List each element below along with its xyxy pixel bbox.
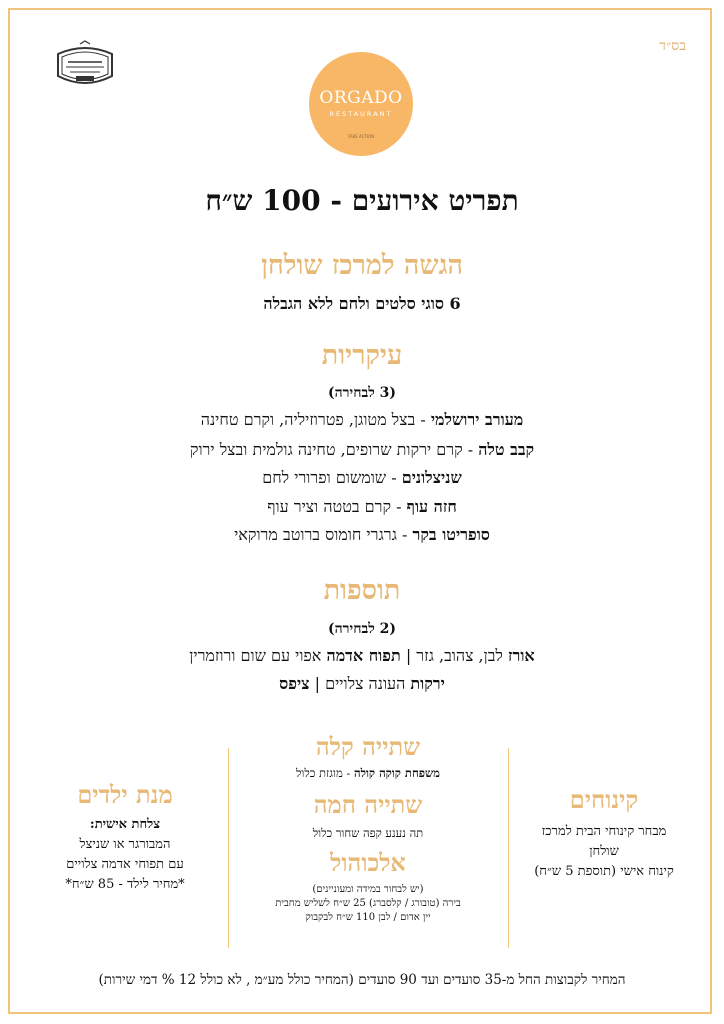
page-title: תפריט אירועים - 100 ש״ח	[205, 184, 519, 217]
kids-sub: צלחת אישית:	[89, 817, 161, 832]
alcohol-beer: בירה (טובורג / קלסברג) 25 ש״ח לשליש מחבית	[275, 898, 461, 909]
besad-mark: בס״ד	[659, 38, 686, 54]
mains-item	[0, 440, 724, 460]
logo-name: ORGADO	[319, 88, 403, 108]
center-table-heading: הגשה למרכז שולחן	[260, 250, 464, 281]
hot-drinks-line: תה נענע קפה שחור כלול	[312, 826, 424, 840]
mains-item	[0, 497, 724, 517]
light-drinks-line	[238, 766, 498, 780]
kids-line: עם תפוחי אדמה צלויים	[66, 857, 184, 872]
kosher-stamp-icon	[52, 40, 118, 92]
sides-line-2	[0, 674, 724, 694]
mains-item	[0, 410, 724, 430]
kids-section	[30, 780, 220, 892]
side-chips: ציפס	[279, 674, 310, 693]
kids-price: *מחיר לילד - 85 ש״ח*	[65, 877, 185, 892]
side-potato-desc: אפוי עם שום ורוזמרין	[189, 646, 327, 665]
kids-line: המבורגר או שניצל	[79, 837, 171, 852]
mains-item-name: מעורב ירושלמי	[430, 410, 524, 429]
light-drinks-brand: משפחת קוקה קולה	[353, 766, 440, 780]
drinks-section	[238, 732, 498, 923]
logo-tagline: TAKE ACTION	[347, 134, 375, 139]
side-vegetables-desc: העונה צלויים |	[309, 674, 411, 693]
logo-subtitle: RESTAURANT	[329, 110, 393, 118]
sides-line-1	[0, 646, 724, 666]
footer-note: המחיר לקבוצות החל מ-35 סועדים ועד 90 סועדים (המחיר כולל מע״מ , לא כולל 12 % דמי שירות)	[98, 972, 626, 988]
restaurant-logo	[309, 52, 413, 156]
side-potato: תפוח אדמה	[326, 646, 401, 665]
mains-item-desc: - שומשום ופרורי לחם	[262, 468, 402, 487]
light-drinks-heading: שתייה קלה	[315, 732, 421, 761]
sides-note: (2 לבחירה)	[327, 621, 397, 637]
mains-item	[0, 468, 724, 488]
side-vegetables: ירקות	[410, 674, 445, 693]
mains-item-name: חזה עוף	[406, 497, 457, 516]
mains-note: (3 לבחירה)	[327, 385, 397, 401]
desserts-line: שולחן	[589, 844, 619, 859]
sides-heading: תוספות	[323, 575, 401, 606]
mains-item-desc: - בצל מטוגן, פטרוזיליה, וקרם טחינה	[200, 410, 431, 429]
column-divider	[228, 748, 229, 948]
desserts-section	[516, 785, 692, 879]
mains-item-desc: - קרם ירקות שרופים, טחינה גולמית ובצל ירוק	[189, 440, 479, 459]
mains-item-desc: - קרם בטטה וציר עוף	[267, 497, 407, 516]
mains-item-name: סופריטו בקר	[412, 525, 490, 544]
side-rice: אורז	[508, 646, 535, 665]
side-rice-desc: לבן, צהוב, גזר |	[400, 646, 508, 665]
column-divider	[508, 748, 509, 948]
alcohol-wine: יין אדום / לבן 110 ש״ח לבקבוק	[305, 912, 431, 923]
mains-item-name: שניצלונים	[401, 468, 462, 487]
alcohol-heading: אלכוהול	[330, 848, 406, 877]
desserts-line: מבחר קינוחי הבית למרכז	[541, 824, 667, 839]
mains-item	[0, 525, 724, 545]
desserts-line: קינוח אישי (תוספת 5 ש״ח)	[534, 864, 674, 879]
mains-heading: עיקריות	[321, 340, 403, 371]
alcohol-note: (יש לבחור במידה ומעוניינים)	[312, 884, 424, 895]
kids-heading: מנת ילדים	[77, 780, 173, 809]
mains-item-desc: - גרגרי חומוס ברוטב מרוקאי	[234, 525, 413, 544]
light-drinks-desc: - מוגזת כלול	[296, 766, 354, 780]
mains-item-name: קבב טלה	[478, 440, 535, 459]
hot-drinks-heading: שתייה חמה	[313, 790, 423, 819]
center-table-line: 6 סוגי סלטים ולחם ללא הגבלה	[263, 294, 461, 313]
desserts-heading: קינוחים	[569, 785, 639, 814]
